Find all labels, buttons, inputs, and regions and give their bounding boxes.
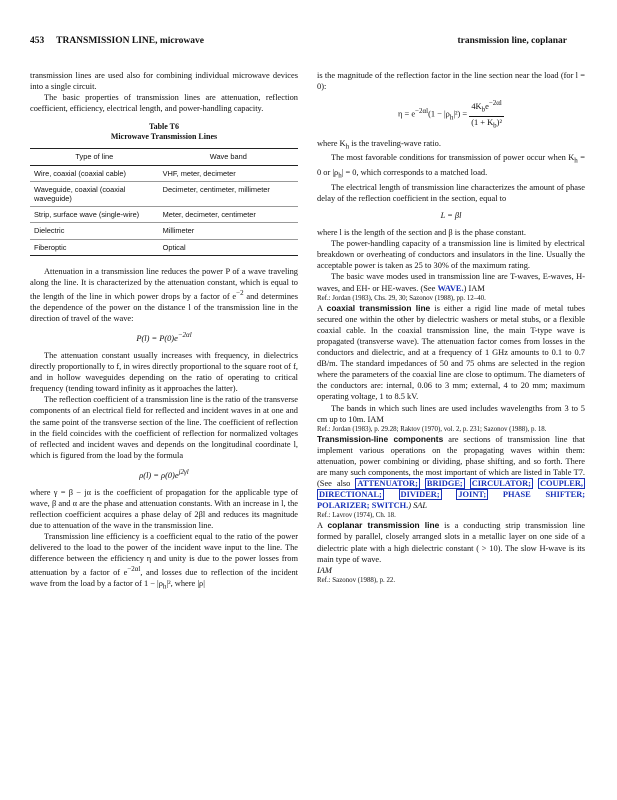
paragraph: The basic properties of transmission lines are attenuation, reflection coefficient, efficiency, electrical length, and power-handling capacity. xyxy=(30,93,298,114)
equation-text: |²) = xyxy=(453,109,468,119)
paragraph: transmission lines are used also for combining individual microwave devices into a single circuit. xyxy=(30,71,298,92)
equation-text: )² xyxy=(496,117,502,127)
text-span: is the traveling-wave ratio. xyxy=(349,138,441,148)
equation-exponent: −2αl xyxy=(488,99,502,108)
equation-exponent: −2αl xyxy=(415,106,429,115)
right-column xyxy=(317,70,585,585)
paragraph: The bands in which such lines are used includes wavelengths from 3 to 5 cm up to 10m. IAM xyxy=(317,403,585,424)
table-row xyxy=(30,239,298,255)
exponent: −2αl xyxy=(127,565,141,574)
text-span: is a conducting strip transmission line formed by parallel, closely arranged slots in a metallic layer on one side of a dielectric plate with a high dielectric constant ( > 10). The slow H-wave is its main type of wave. xyxy=(317,521,585,564)
text-span: | = 0, which corresponds to a matched load. xyxy=(341,168,488,178)
paragraph-attenuation: Attenuation in a transmission line reduces the power P of a wave traveling along the line. It is characterized by the attenuation constant, which is equal to the length of the line in which power drops by a factor of $e^{-2}$ and determines the dependence of the power on the distance l of the transmission line in the direction of travel of the wave: xyxy=(30,266,298,323)
paragraph: where γ = β − jα is the coefficient of propagation for the applicable type of wave, β and α are the phase and attenuation constants. With an increase in l, the reflection coefficient acquires a phase delay of 2βl and reduces its magnitude due to attenuation of the wave in the transmission line. xyxy=(30,487,298,531)
table-caption: Microwave Transmission Lines xyxy=(110,132,218,142)
left-column xyxy=(30,70,298,593)
paragraph: is the magnitude of the reflection factor in the line section near the load (for l = 0): xyxy=(317,71,585,92)
table-cell: VHF, meter, decimeter xyxy=(159,165,298,181)
text-span: |², where |ρ| xyxy=(166,579,205,589)
table-row xyxy=(30,165,298,181)
equation-efficiency xyxy=(317,98,585,131)
paragraph xyxy=(317,271,585,293)
fraction-numerator xyxy=(469,98,504,117)
link-joint[interactable]: JOINT; xyxy=(458,490,487,500)
text-span: where K xyxy=(317,138,346,148)
equation-reflection xyxy=(30,467,298,481)
subscript: h xyxy=(574,156,578,165)
reference: Ref.: Sazonov (1988), p. 22. xyxy=(317,576,396,584)
entry-coaxial xyxy=(317,303,585,403)
equation-text: P(l) = P(0)e xyxy=(136,333,178,343)
entry-term: coplanar transmission line xyxy=(327,520,440,531)
text-span: Attenuation in a transmission line reduces the power P of a wave traveling along the line. It is characterized by the attenuation constant, which is equal to the length of the line in which power drops by a factor of e xyxy=(30,266,298,301)
text-span: The most favorable conditions for transmission of power occur when K xyxy=(331,153,575,163)
paragraph: where l is the length of the section and β is the phase constant. xyxy=(317,228,526,238)
link-circulator[interactable]: CIRCULATOR; xyxy=(471,479,531,489)
entry-term: Transmission-line components xyxy=(317,433,444,444)
page-number: 453 xyxy=(30,36,45,46)
equation-text: (1 + K xyxy=(471,117,494,127)
entry-coplanar xyxy=(317,520,585,564)
table-cell: Meter, decimeter, centimeter xyxy=(159,207,298,223)
equation-fraction xyxy=(469,98,504,131)
text-span: ) SAL xyxy=(408,501,428,511)
table-cell: Waveguide, coaxial (coaxial waveguide) xyxy=(30,181,159,206)
table-number: Table T6 xyxy=(148,122,179,132)
text-span: are sections of transmission line that implement various operations on the propagating waves within them: attenuation, power combining or dividing, phase shifting, and so forth. There are many such components, the most important of which are listed in Table T7. (See also xyxy=(317,434,585,489)
equation-text: 4K xyxy=(471,101,482,111)
transmission-lines-table xyxy=(30,148,298,255)
subscript: h xyxy=(345,142,350,151)
subscript: h xyxy=(162,583,167,591)
equation-text: η = e xyxy=(398,109,416,119)
subscript: h xyxy=(338,171,342,180)
link-directional[interactable]: DIRECTIONAL; xyxy=(319,490,382,500)
paragraph-efficiency xyxy=(30,531,298,593)
paragraph xyxy=(317,152,585,182)
link-switch[interactable]: SWITCH. xyxy=(371,501,409,511)
table-row xyxy=(30,223,298,239)
reference: Ref.: Lavrov (1974), Ch. 18. xyxy=(317,512,396,520)
page-header-left xyxy=(30,36,204,46)
author-signature: IAM xyxy=(317,565,332,575)
link-attenuator[interactable]: ATTENUATOR; xyxy=(357,479,418,489)
table-cell: Wire, coaxial (coaxial cable) xyxy=(30,165,159,181)
entry-term: coaxial transmission line xyxy=(326,302,431,313)
text-span: = 0 or |ρ xyxy=(317,153,585,178)
link-wave[interactable]: WAVE. xyxy=(437,283,464,293)
text-span: and determines the dependence of the power on the distance l of the transmission line in the direction of travel of the wave: xyxy=(30,291,298,323)
text-span: , and losses due to reflection of the incident wave from the load by a factor of 1 − |ρ xyxy=(30,568,298,589)
table-cell: Decimeter, centimeter, millimeter xyxy=(159,181,298,206)
equation-exponent: −2αl xyxy=(177,331,192,340)
fraction-denominator xyxy=(469,117,504,132)
text-span: Transmission line efficiency is a coefficient equal to the ratio of the power delivered to the load to the power of the incident wave input to the line. The difference between the efficiency η and unity is due to the power losses from attenuation by a factor of e xyxy=(30,532,298,578)
paragraph: The electrical length of transmission line characterizes the amount of phase delay of the reflection coefficient in the section, equal to xyxy=(317,182,585,203)
table-cell: Dielectric xyxy=(30,223,159,239)
text-span: A xyxy=(317,521,328,531)
text-span: A xyxy=(317,303,327,313)
equation-power xyxy=(30,330,298,344)
link-divider[interactable]: DIVIDER; xyxy=(400,490,440,500)
link-phase-shifter[interactable]: PHASE SHIFTER; xyxy=(502,490,586,500)
paragraph: The attenuation constant usually increases with frequency, in dielectrics directly proportionally to f, in wires directly proportional to the square root of f, and in hollow waveguides depending on the ratio of operating to critical frequency (tending toward infinity as it approaches the latter). xyxy=(30,350,298,394)
paragraph xyxy=(317,138,585,153)
table-header: Wave band xyxy=(159,149,298,165)
equation-text: e xyxy=(485,101,489,111)
subscript: b xyxy=(481,105,486,114)
running-title-right: transmission line, coplanar xyxy=(457,36,567,46)
entry-components xyxy=(317,434,585,512)
table-cell: Strip, surface wave (single-wire) xyxy=(30,207,159,223)
equation-text: (1 − |ρ xyxy=(428,109,450,119)
link-coupler[interactable]: COUPLER, xyxy=(539,479,584,489)
subscript: h xyxy=(449,113,454,122)
table-row xyxy=(30,207,298,223)
table-cell: Millimeter xyxy=(159,223,298,239)
text-span: ) IAM xyxy=(463,283,485,293)
table-cell: Optical xyxy=(159,239,298,255)
link-bridge[interactable]: BRIDGE; xyxy=(426,479,463,489)
link-polarizer[interactable]: POLARIZER; xyxy=(317,501,370,511)
equation-exponent: j2γl xyxy=(178,467,189,476)
paragraph: The power-handling capacity of a transmission line is limited by electrical breakdown or overheating of conductors and insulators in the line. Usually the acceptable power is taken as 25 to 30% of the maximum rating. xyxy=(317,239,585,271)
text-span: The basic wave modes used in transmission line are T-waves, E-waves, H-waves, and EH- or HE-waves. (See xyxy=(317,272,585,293)
table-row xyxy=(30,181,298,206)
paragraph: The reflection coefficient of a transmission line is the ratio of the transverse components of an electrical field for reflected and incident waves in at one and the same point of the transverse section of the line. The coefficient of reflection in the field coincides with the coefficient of reflection for normalized voltages of reflected and incident waves and depends on the longitudinal coordinate l, which is figured from the load by the formula xyxy=(30,395,298,460)
table-cell: Fiberoptic xyxy=(30,239,159,255)
equation-text: ρ(l) = ρ(0)e xyxy=(139,470,179,480)
reference: Ref.: Jordan (1983), p. 29.28; Raktov (1970), vol. 2, p. 231; Sazonov (1988), p. 18. xyxy=(317,425,547,433)
reference: Ref.: Jordan (1983), Chs. 29, 30; Sazonov (1988), pp. 12–40. xyxy=(317,294,486,302)
text-span: is either a rigid line made of metal tubes secured one within the other by dielectric washers or metal stubs, or a flexible coaxial cable. In the coaxial transmission line, the main T-type wave is propagated (transverse wave). The attenuation factor comes from losses in the conductors and dielectric, and at a frequency of 1 GHz amounts to 0.1 to 0.7 dB/m. The standard impedances of 50 and 75 ohms are selected in the region where the parameters of the coaxial line are close to optimum. The diameters of the conductors are: internal, 0.06 to 3 mm; external, 4 to 20 mm; maximum operating voltage, 1 to 8.5 kV. xyxy=(317,303,585,402)
equation-electrical-length: L = βl xyxy=(440,211,462,220)
running-title-left: TRANSMISSION LINE, microwave xyxy=(56,36,205,46)
table-header: Type of line xyxy=(30,149,159,165)
subscript: b xyxy=(493,121,497,130)
